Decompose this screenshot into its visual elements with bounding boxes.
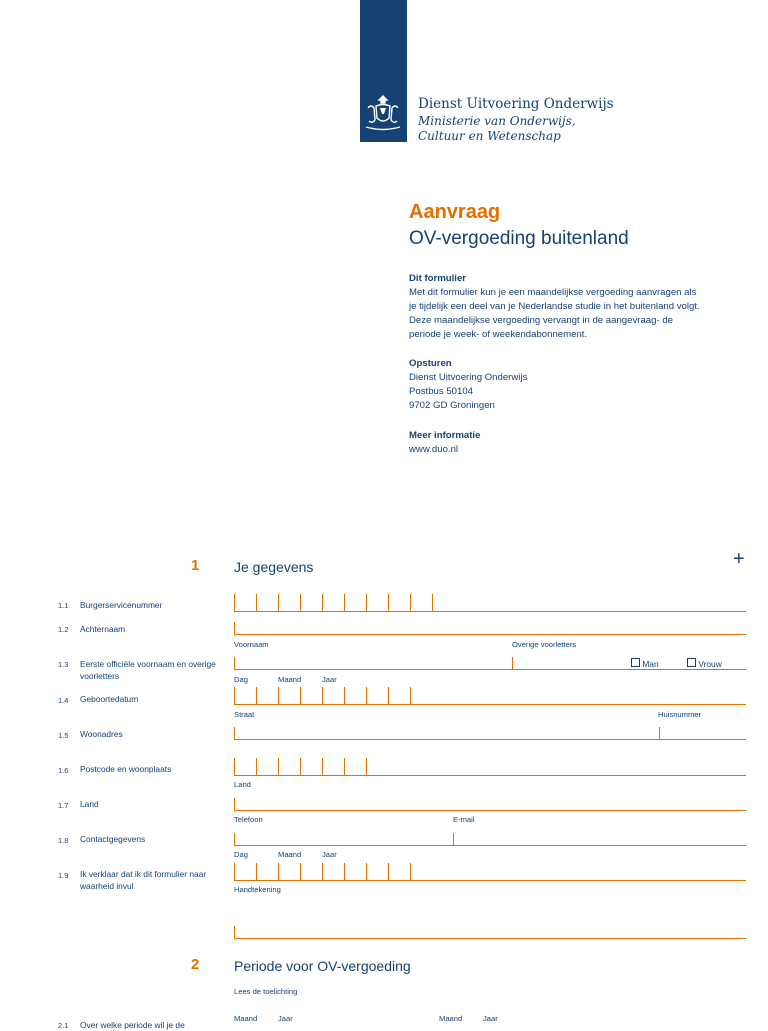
gender-man-option[interactable] — [631, 658, 659, 669]
section-1-title: Je gegevens — [234, 559, 314, 575]
field-divider — [388, 863, 389, 880]
send-line3: 9702 GD Groningen — [409, 400, 495, 411]
birthdate-field[interactable] — [234, 704, 746, 705]
field-divider — [278, 863, 279, 880]
field-divider — [256, 758, 257, 775]
question-number: 1.5 — [58, 731, 69, 740]
question-label: Contactgegevens — [80, 834, 146, 844]
country-sublabel: Land — [234, 780, 251, 789]
field-divider — [388, 594, 389, 611]
field-divider — [344, 863, 345, 880]
signature-date-field[interactable] — [234, 880, 746, 881]
month-sublabel: Maand — [278, 850, 302, 859]
question-label: Postcode en woonplaats — [80, 764, 172, 774]
question-label: Burgerservicenummer — [80, 600, 163, 610]
form-title: OV-vergoeding buitenland — [409, 228, 629, 249]
field-divider — [278, 758, 279, 775]
question-label: Woonadres — [80, 729, 123, 739]
field-divider — [234, 687, 235, 704]
address-field[interactable] — [234, 739, 746, 740]
email-sublabel: E-mail — [453, 815, 475, 824]
phone-sublabel: Telefoon — [234, 815, 263, 824]
intro-text: Met dit formulier kun je een maandelijkse vergoeding aanvragen als je tijdelijk een deel van je Nederlandse studie in het buitenland volgt. Deze maandelijkse vergoeding vervangt in de aangevraag- de periode je week- of weekendabonnement. — [409, 287, 700, 340]
send-block — [409, 357, 709, 413]
first-name-field[interactable] — [234, 669, 746, 670]
question-number: 1.7 — [58, 801, 69, 810]
send-line2: Postbus 50104 — [409, 386, 474, 397]
year-sublabel: Jaar — [322, 675, 337, 684]
year-sublabel: Jaar — [483, 1014, 498, 1023]
field-divider — [278, 687, 279, 704]
field-divider — [234, 833, 235, 845]
question-label: Achternaam — [80, 624, 126, 634]
field-divider — [300, 863, 301, 880]
street-sublabel: Straat — [234, 710, 255, 719]
section-2-number: 2 — [191, 956, 200, 973]
field-divider — [432, 594, 433, 611]
ministry-name: Ministerie van Onderwijs, Cultuur en Wetenschap — [418, 114, 576, 143]
year-sublabel: Jaar — [278, 1014, 293, 1023]
field-divider — [234, 657, 235, 669]
month-sublabel: Maand — [439, 1014, 463, 1023]
day-sublabel: Dag — [234, 850, 248, 859]
field-divider — [322, 758, 323, 775]
field-divider — [256, 594, 257, 611]
field-divider — [278, 594, 279, 611]
field-divider — [410, 594, 411, 611]
question-number: 1.4 — [58, 696, 69, 705]
field-divider — [388, 687, 389, 704]
signature-sublabel: Handtekening — [234, 885, 281, 894]
intro-heading: Dit formulier — [409, 273, 467, 284]
field-divider — [366, 594, 367, 611]
country-field[interactable] — [234, 810, 746, 811]
checkbox-icon[interactable] — [687, 658, 696, 667]
send-line1: Dienst Uitvoering Onderwijs — [409, 372, 528, 383]
section-2-title: Periode voor OV-vergoeding — [234, 958, 411, 974]
field-divider — [322, 687, 323, 704]
bsn-field[interactable] — [234, 611, 746, 612]
field-divider — [234, 758, 235, 775]
field-divider — [234, 926, 235, 938]
coat-of-arms-icon — [362, 94, 404, 134]
more-info-url[interactable]: www.duo.nl — [409, 444, 459, 455]
field-divider — [234, 594, 235, 611]
question-number: 1.9 — [58, 871, 69, 880]
more-info-heading: Meer informatie — [409, 430, 481, 441]
field-divider — [344, 594, 345, 611]
section-2-note: Lees de toelichting — [234, 987, 298, 996]
intro-block — [409, 272, 709, 342]
field-divider — [344, 687, 345, 704]
gender-woman-label: Vrouw — [698, 659, 722, 669]
question-label: Ik verklaar dat ik dit formulier naar waarheid invul — [80, 869, 207, 891]
question-label: Geboortedatum — [80, 694, 139, 704]
postcode-city-field[interactable] — [234, 775, 746, 776]
field-divider — [659, 727, 660, 739]
gender-woman-option[interactable] — [687, 658, 722, 669]
house-number-sublabel: Huisnummer — [658, 710, 702, 719]
field-divider — [366, 758, 367, 775]
section-1-number: 1 — [191, 557, 200, 574]
signature-field[interactable] — [234, 938, 746, 939]
question-label: Over welke periode wil je de — [80, 1020, 185, 1030]
org-name: Dienst Uitvoering Onderwijs — [418, 96, 614, 112]
field-divider — [300, 594, 301, 611]
day-sublabel: Dag — [234, 675, 248, 684]
surname-field[interactable] — [234, 634, 746, 635]
field-divider — [234, 798, 235, 810]
field-divider — [453, 833, 454, 845]
field-divider — [256, 687, 257, 704]
question-number: 1.3 — [58, 660, 69, 669]
field-divider — [410, 687, 411, 704]
field-divider — [322, 594, 323, 611]
contact-field[interactable] — [234, 845, 746, 846]
field-divider — [300, 687, 301, 704]
question-label: Land — [80, 799, 99, 809]
year-sublabel: Jaar — [322, 850, 337, 859]
form-title-request: Aanvraag — [409, 201, 501, 223]
more-info-block — [409, 429, 709, 457]
field-divider — [366, 863, 367, 880]
question-label: Eerste officiële voornaam en overige voorletters — [80, 659, 216, 681]
field-divider — [234, 622, 235, 634]
field-divider — [366, 687, 367, 704]
field-divider — [322, 863, 323, 880]
month-sublabel: Maand — [234, 1014, 258, 1023]
field-divider — [234, 863, 235, 880]
field-divider — [300, 758, 301, 775]
field-divider — [234, 727, 235, 739]
field-divider — [256, 863, 257, 880]
month-sublabel: Maand — [278, 675, 302, 684]
question-number: 1.8 — [58, 836, 69, 845]
question-number: 1.6 — [58, 766, 69, 775]
gender-man-label: Man — [642, 659, 659, 669]
question-number: 1.2 — [58, 625, 69, 634]
field-divider — [344, 758, 345, 775]
initials-sublabel: Overige voorletters — [512, 640, 577, 649]
plus-icon: + — [733, 548, 745, 570]
question-number: 2.1 — [58, 1021, 69, 1030]
question-number: 1.1 — [58, 601, 69, 610]
checkbox-icon[interactable] — [631, 658, 640, 667]
first-name-sublabel: Voornaam — [234, 640, 269, 649]
send-heading: Opsturen — [409, 358, 452, 369]
field-divider — [512, 657, 513, 669]
field-divider — [410, 863, 411, 880]
